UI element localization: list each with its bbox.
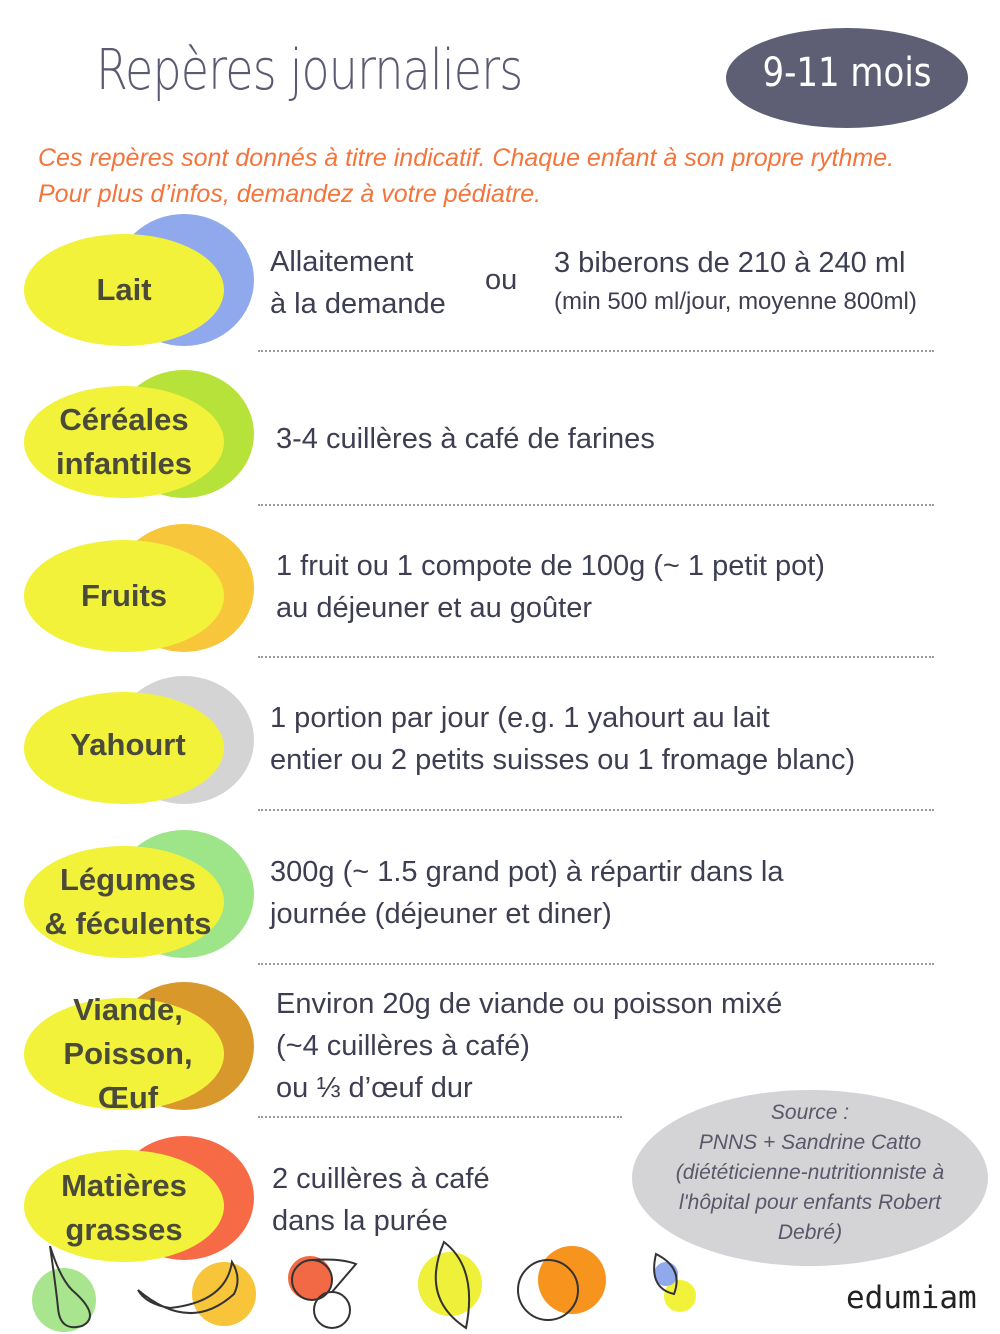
banana-icon <box>138 1262 256 1326</box>
cherry-icon <box>288 1256 356 1328</box>
or-label: ou <box>485 264 518 296</box>
category-label: Fruits <box>80 578 168 613</box>
matieres-text: 2 cuillères à café dans la purée <box>272 1163 490 1237</box>
yahourt-text: 1 portion par jour (e.g. 1 yahourt au lait entier ou 2 petits suisses ou 1 fromage blanc) <box>270 702 856 776</box>
page-title: Repères journaliers <box>96 38 523 103</box>
source-text: Source : PNNS + Sandrine Catto (diététicienne-nutritionniste à l'hôpital pour enfants Robert Debré) <box>675 1101 945 1244</box>
lime-slice-icon <box>418 1242 482 1328</box>
disclaimer-line: Ces repères sont donnés à titre indicatif. Chaque enfant à son propre rythme. <box>38 144 895 172</box>
pear-icon <box>32 1246 96 1332</box>
viande-text: Environ 20g de viande ou poisson mixé (~4 cuillères à café) ou ⅓ d’œuf dur <box>276 988 783 1104</box>
brand-logo: edumiam <box>846 1280 977 1316</box>
cereales-text: 3-4 cuillères à café de farines <box>276 423 655 455</box>
lait-breastfeeding: Allaitement à la demande <box>270 246 446 320</box>
row-separator <box>258 963 934 965</box>
age-badge <box>726 28 968 128</box>
category-label: Céréales infantiles <box>55 402 193 481</box>
fruit-illustrations <box>20 1238 720 1334</box>
row-separator <box>258 504 934 506</box>
age-badge-label: 9-11 mois <box>762 50 932 96</box>
disclaimer-line: Pour plus d’infos, demandez à votre pédiatre. <box>38 180 542 208</box>
row-separator <box>258 656 934 658</box>
fruits-text: 1 fruit ou 1 compote de 100g (~ 1 petit pot) au déjeuner et au goûter <box>276 550 825 624</box>
disclaimer <box>38 140 894 212</box>
row-separator <box>258 1116 622 1118</box>
legumes-text: 300g (~ 1.5 grand pot) à répartir dans la journée (déjeuner et diner) <box>270 856 784 930</box>
lait-bottles: 3 biberons de 210 à 240 ml (min 500 ml/jour, moyenne 800ml) <box>554 247 917 315</box>
row-separator <box>258 350 934 352</box>
category-label: Viande, Poisson, Œuf <box>63 992 193 1115</box>
category-label: Matières grasses <box>61 1168 187 1247</box>
leaf-icon <box>654 1254 696 1312</box>
category-label: Yahourt <box>70 727 186 762</box>
row-separator <box>258 809 934 811</box>
orange-icon <box>518 1246 606 1320</box>
category-label: Lait <box>96 272 152 307</box>
category-label: Légumes & féculents <box>44 862 212 941</box>
